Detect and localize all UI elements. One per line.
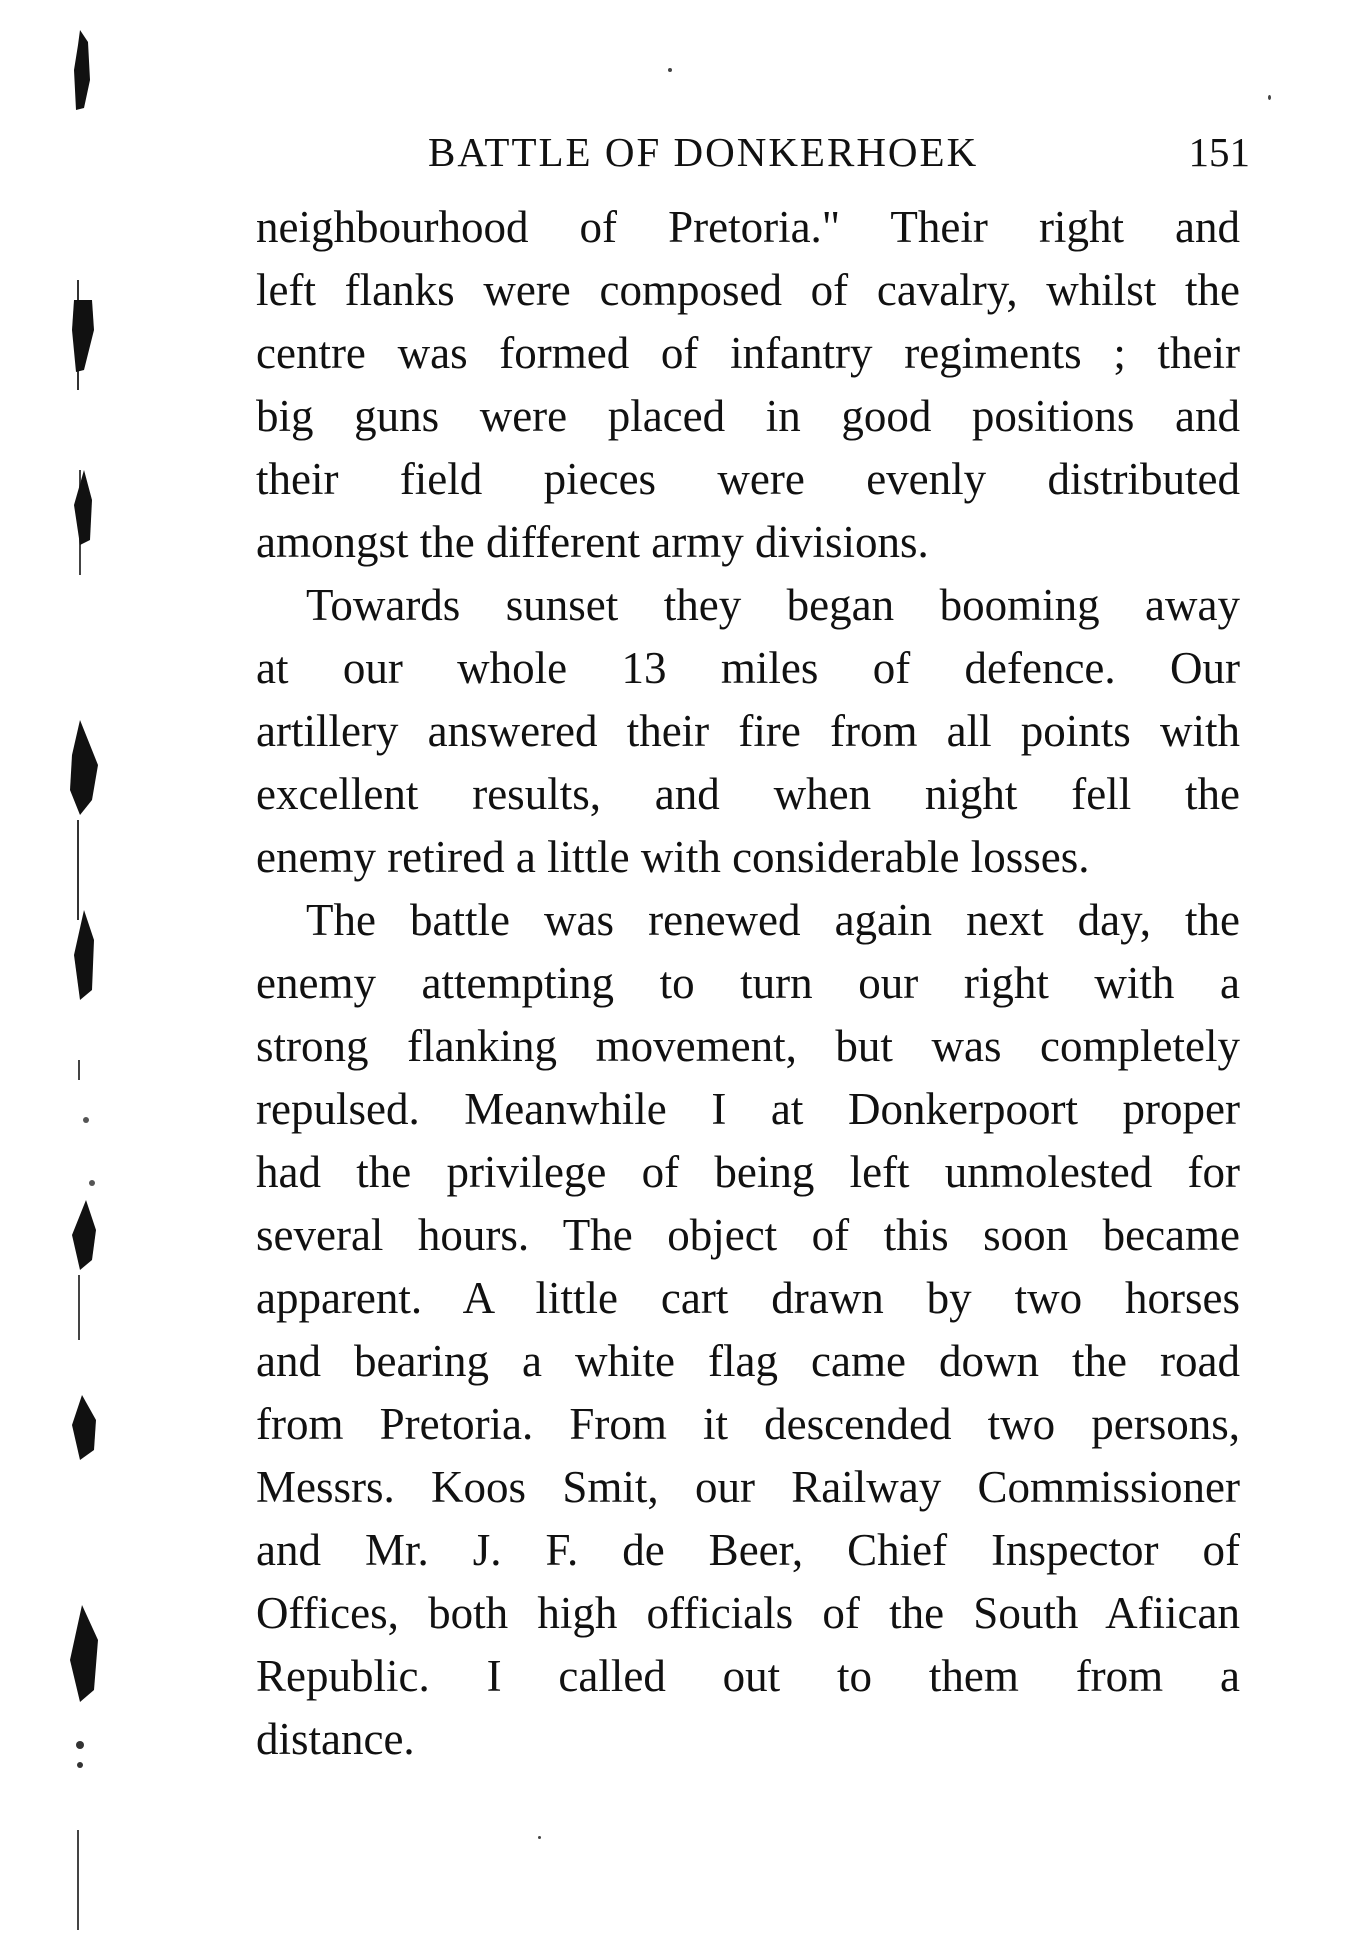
text-line: The battle was renewed again next day, the: [306, 895, 1240, 945]
text-line: from Pretoria. From it descended two persons,: [256, 1399, 1240, 1449]
text-line: strong flanking movement, but was completely: [256, 1021, 1240, 1071]
body-text: [256, 196, 1240, 1771]
text-line: distance.: [256, 1714, 415, 1764]
paragraph-3: [256, 889, 1240, 1771]
text-line: several hours. The object of this soon became: [256, 1210, 1240, 1260]
paragraph-2: [256, 574, 1240, 889]
text-line: had the privilege of being left unmolested for: [256, 1147, 1240, 1197]
text-line: left flanks were composed of cavalry, whilst the: [256, 265, 1240, 315]
paper-speck: [1268, 95, 1271, 100]
running-head: [428, 128, 1250, 178]
text-line: big guns were placed in good positions and: [256, 391, 1240, 441]
text-line: artillery answered their fire from all points with: [256, 706, 1240, 756]
text-line: and Mr. J. F. de Beer, Chief Inspector of: [256, 1525, 1240, 1575]
paper-speck: [538, 1836, 541, 1839]
running-title: BATTLE OF DONKERHOEK: [428, 129, 979, 175]
paper-speck: [668, 68, 672, 72]
text-line: excellent results, and when night fell the: [256, 769, 1240, 819]
text-line: enemy retired a little with considerable losses.: [256, 832, 1090, 882]
text-line: amongst the different army divisions.: [256, 517, 929, 567]
paragraph-1: [256, 196, 1240, 574]
text-line: enemy attempting to turn our right with a: [256, 958, 1240, 1008]
text-line: Towards sunset they began booming away: [306, 580, 1240, 630]
text-line: Republic. I called out to them from a: [256, 1651, 1240, 1701]
text-line: their field pieces were evenly distributed: [256, 454, 1240, 504]
text-line: apparent. A little cart drawn by two horses: [256, 1273, 1240, 1323]
binding-edge-marks: [0, 0, 150, 1951]
text-line: neighbourhood of Pretoria." Their right and: [256, 202, 1240, 252]
text-line: and bearing a white flag came down the road: [256, 1336, 1240, 1386]
page-number: 151: [1188, 129, 1250, 175]
text-line: repulsed. Meanwhile I at Donkerpoort proper: [256, 1084, 1240, 1134]
text-line: centre was formed of infantry regiments ; their: [256, 328, 1240, 378]
text-line: Messrs. Koos Smit, our Railway Commissioner: [256, 1462, 1240, 1512]
text-line: Offices, both high officials of the South Afiican: [256, 1588, 1240, 1638]
text-line: at our whole 13 miles of defence. Our: [256, 643, 1240, 693]
